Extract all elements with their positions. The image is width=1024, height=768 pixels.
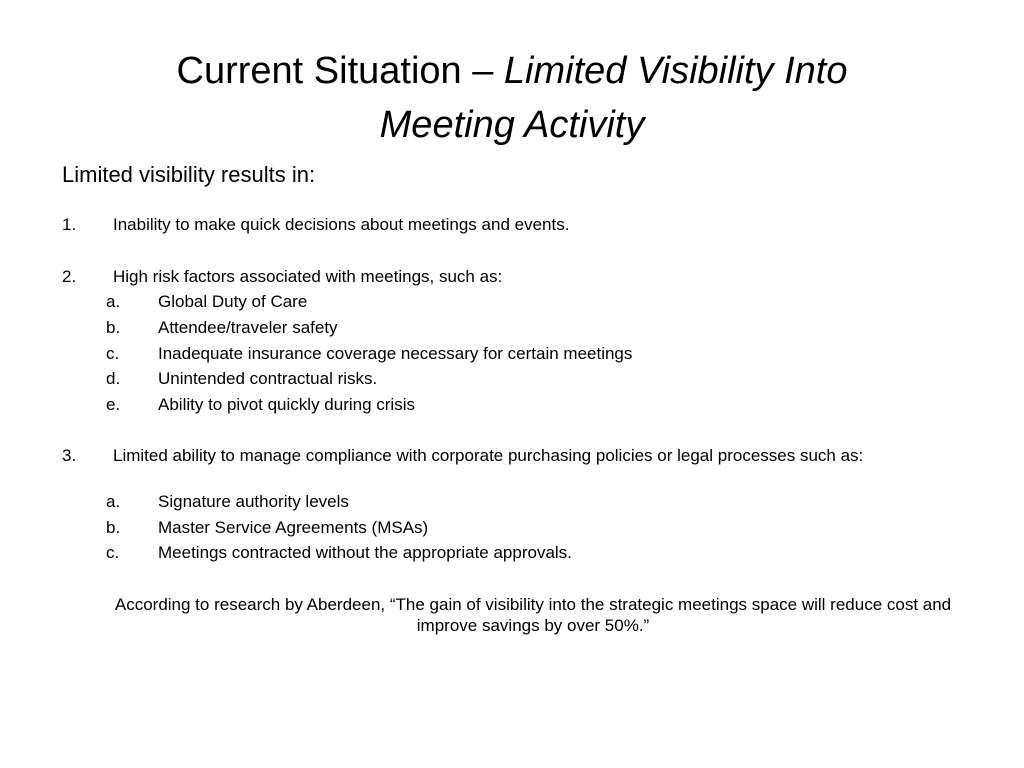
aberdeen-quote: According to research by Aberdeen, “The gain of visibility into the strategic meetings space will reduce cost and improve savings by over 50%.” — [114, 595, 952, 635]
sub-text: Unintended contractual risks. — [158, 369, 378, 388]
list-number: 3. — [62, 446, 77, 465]
title-italic-2: Meeting Activity — [379, 104, 645, 146]
title-line-2 — [60, 98, 964, 152]
list-text: Limited ability to manage compliance with corporate purchasing policies or legal processes such as: — [113, 446, 864, 465]
sub-text: Global Duty of Care — [158, 292, 308, 311]
sub-letter: a. — [106, 292, 121, 311]
sub-text: Meetings contracted without the appropriate approvals. — [158, 543, 572, 562]
list-number: 1. — [62, 215, 77, 234]
sub-text: Ability to pivot quickly during crisis — [158, 395, 415, 414]
title-plain: Current Situation – — [176, 50, 504, 92]
sub-text: Inadequate insurance coverage necessary for certain meetings — [158, 344, 633, 363]
sub-text: Master Service Agreements (MSAs) — [158, 518, 429, 537]
list-text: High risk factors associated with meetings, such as: — [113, 267, 503, 286]
sub-text: Signature authority levels — [158, 492, 349, 511]
sub-letter: a. — [106, 492, 121, 511]
sub-letter: e. — [106, 395, 121, 414]
sub-letter: c. — [106, 344, 120, 363]
sub-letter: d. — [106, 369, 121, 388]
title-line-1 — [60, 44, 964, 98]
list-text: Inability to make quick decisions about meetings and events. — [113, 215, 570, 234]
list-number: 2. — [62, 267, 77, 286]
slide-title — [60, 44, 964, 152]
title-italic-1: Limited Visibility Into — [503, 50, 848, 92]
sub-letter: c. — [106, 543, 120, 562]
intro-text: Limited visibility results in: — [62, 162, 316, 187]
sub-letter: b. — [106, 318, 121, 337]
sub-letter: b. — [106, 518, 121, 537]
sub-text: Attendee/traveler safety — [158, 318, 338, 337]
